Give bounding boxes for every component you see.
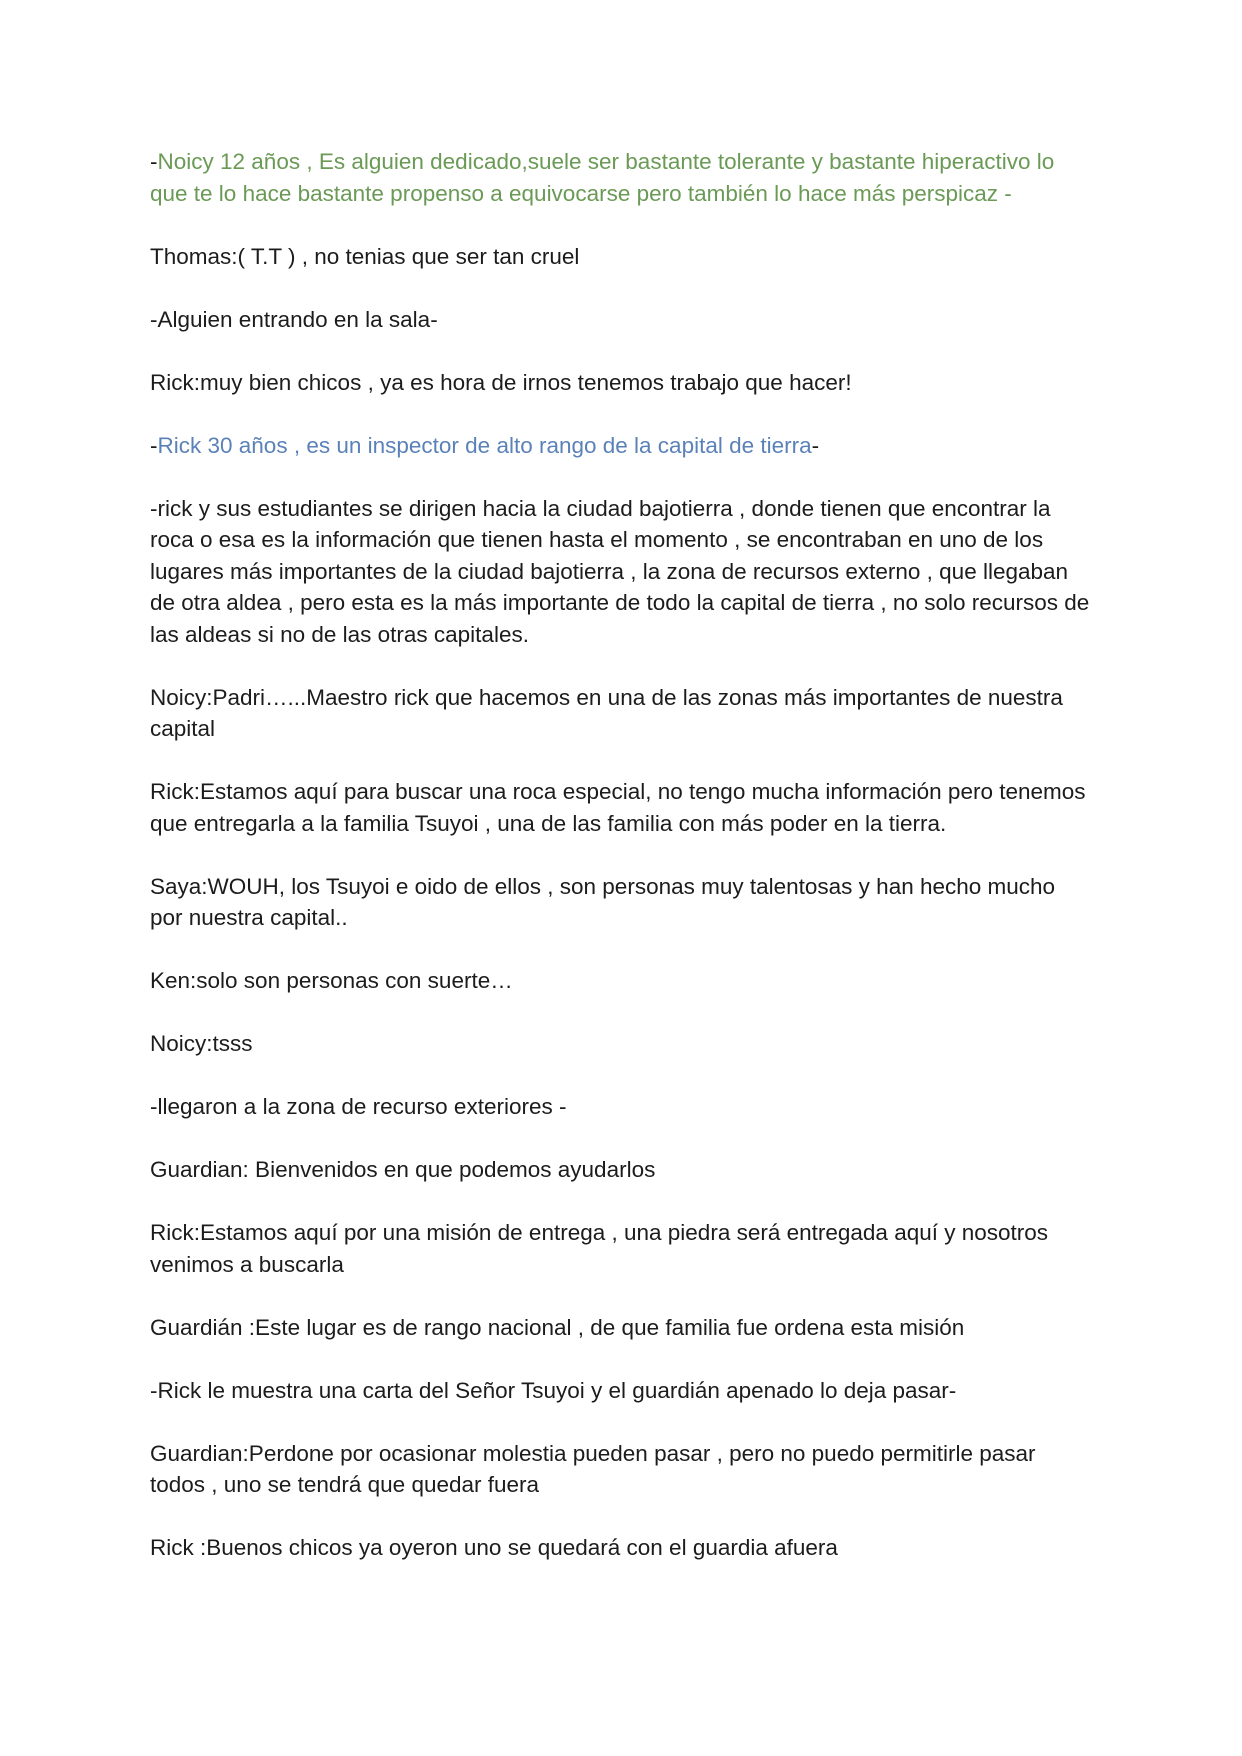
dialogue-text: Guardian: Bienvenidos en que podemos ayudarlos: [150, 1157, 656, 1182]
dialogue-text: Ken:solo son personas con suerte…: [150, 968, 513, 993]
dialogue-text: Noicy:Padri…...Maestro rick que hacemos en una de las zonas más importantes de nuestra capital: [150, 684, 1063, 741]
paragraph-noicy-description: [150, 146, 1090, 209]
dialogue-text: Rick :Buenos chicos ya oyeron uno se quedará con el guardia afuera: [150, 1535, 838, 1560]
text-dash: -: [150, 149, 158, 174]
narration-paragraph: [150, 493, 1090, 651]
dialogue-line: [150, 1312, 1090, 1344]
paragraph-rick-description: [150, 430, 1090, 462]
text-dash: -: [811, 432, 820, 458]
dialogue-text: Rick:Estamos aquí para buscar una roca especial, no tengo mucha información pero tenemos que entregarla a la familia Tsuyoi , una de las familia con más poder en la tierra.: [150, 779, 1086, 836]
character-description-noicy: Noicy 12 años , Es alguien dedicado,suele ser bastante tolerante y bastante hiperactivo lo que te lo hace bastante propenso a equivocarse pero también lo hace más perspicaz -: [150, 149, 1055, 206]
dialogue-text: Rick:muy bien chicos , ya es hora de irnos tenemos trabajo que hacer!: [150, 369, 852, 395]
text-dash: -: [150, 432, 158, 458]
dialogue-line: [150, 1532, 1090, 1564]
dialogue-line: [150, 871, 1090, 934]
dialogue-text: Thomas:( T.T ) , no tenias que ser tan cruel: [150, 243, 580, 269]
dialogue-line: [150, 367, 1090, 399]
dialogue-line: [150, 965, 1090, 997]
narration-text: -llegaron a la zona de recurso exteriores -: [150, 1094, 567, 1119]
narration-text: -Alguien entrando en la sala-: [150, 306, 438, 332]
dialogue-line: [150, 1028, 1090, 1060]
narration-text: -Rick le muestra una carta del Señor Tsuyoi y el guardián apenado lo deja pasar-: [150, 1377, 957, 1403]
narration-line: [150, 304, 1090, 336]
dialogue-text: Saya:WOUH, los Tsuyoi e oido de ellos , son personas muy talentosas y han hecho mucho por nuestra capital..: [150, 873, 1056, 930]
narration-line: [150, 1375, 1090, 1407]
dialogue-text: Rick:Estamos aquí por una misión de entrega , una piedra será entregada aquí y nosotros venimos a buscarla: [150, 1220, 1049, 1277]
narration-line: [150, 1091, 1090, 1123]
dialogue-text: Guardian:Perdone por ocasionar molestia pueden pasar , pero no puedo permitirle pasar todos , uno se tendrá que quedar fuera: [150, 1440, 1036, 1497]
dialogue-line: [150, 241, 1090, 273]
narration-text: -rick y sus estudiantes se dirigen hacia la ciudad bajotierra , donde tienen que encontrar la roca o esa es la información que tienen hasta el momento , se encontraban en uno de los lugares más importantes de la ciudad bajotierra , la zona de recursos externo , que llegaban de otra aldea , pero esta es la más importante de todo la capital de tierra , no solo recursos de las aldeas si no de las otras capitales.: [150, 495, 1090, 647]
character-description-rick: Rick 30 años , es un inspector de alto rango de la capital de tierra: [157, 432, 812, 458]
dialogue-line: [150, 1154, 1090, 1186]
dialogue-line: [150, 682, 1090, 745]
dialogue-line: [150, 776, 1090, 839]
dialogue-line: [150, 1217, 1090, 1280]
dialogue-text: Guardián :Este lugar es de rango nacional , de que familia fue ordena esta misión: [150, 1314, 965, 1340]
document-page: [150, 146, 1090, 1595]
dialogue-text: Noicy:tsss: [150, 1031, 253, 1056]
dialogue-line: [150, 1438, 1090, 1501]
